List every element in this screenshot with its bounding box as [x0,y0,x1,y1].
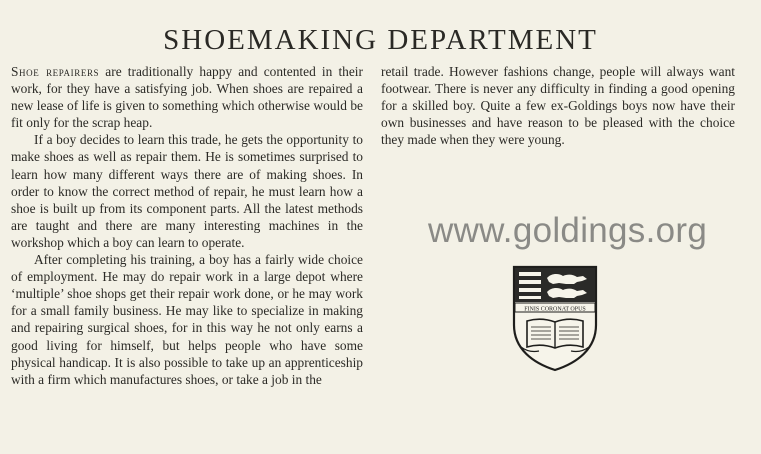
left-column [11,63,363,388]
school-crest-shield-icon [511,265,599,372]
left-paragraph-1 [11,63,363,131]
left-paragraph-2: If a boy decides to learn this trade, he gets the opportunity to make shoes as well as repair them. He is sometimes surprised to learn how many different ways there are of making shoes. In order to know the correct method of repair, he must learn how a shoe is built up from its component parts. All the latest methods are taught and there are many interesting machines in the workshop which a boy can learn to operate. [11,132,363,250]
left-paragraph-3: After completing his training, a boy has a fairly wide choice of employment. He may do repair work in a large depot where ‘multiple’ shoe shops get their repair work done, or he may work for a small family business. He may like to specialize in making and repairing surgical shoes, for in this way he not only earns a good living for himself, but helps people who have some physical handicap. It is also possible to take up an apprenticeship with a firm which manufactures shoes, or take a job in the [11,252,363,387]
lead-in-small-caps: Shoe repairers [11,64,100,79]
left-paragraph-1-text: are traditionally happy and contented in their work, for they have a satisfying job. When shoes are repaired a new lease of life is given to something which otherwise would be fit only for the scrap heap. [11,64,363,131]
right-column [381,63,735,148]
page-title: SHOEMAKING DEPARTMENT [163,24,598,56]
crest-motto: FINIS CORONAT OPUS [524,306,586,313]
right-paragraph-1: retail trade. However fashions change, people will always want footwear. There is never any difficulty in finding a good opening for a skilled boy. Quite a few ex-Goldings boys now have their own businesses and have reason to be pleased with the choice they made when they were young. [381,64,735,148]
watermark: www.goldings.org [428,211,708,250]
